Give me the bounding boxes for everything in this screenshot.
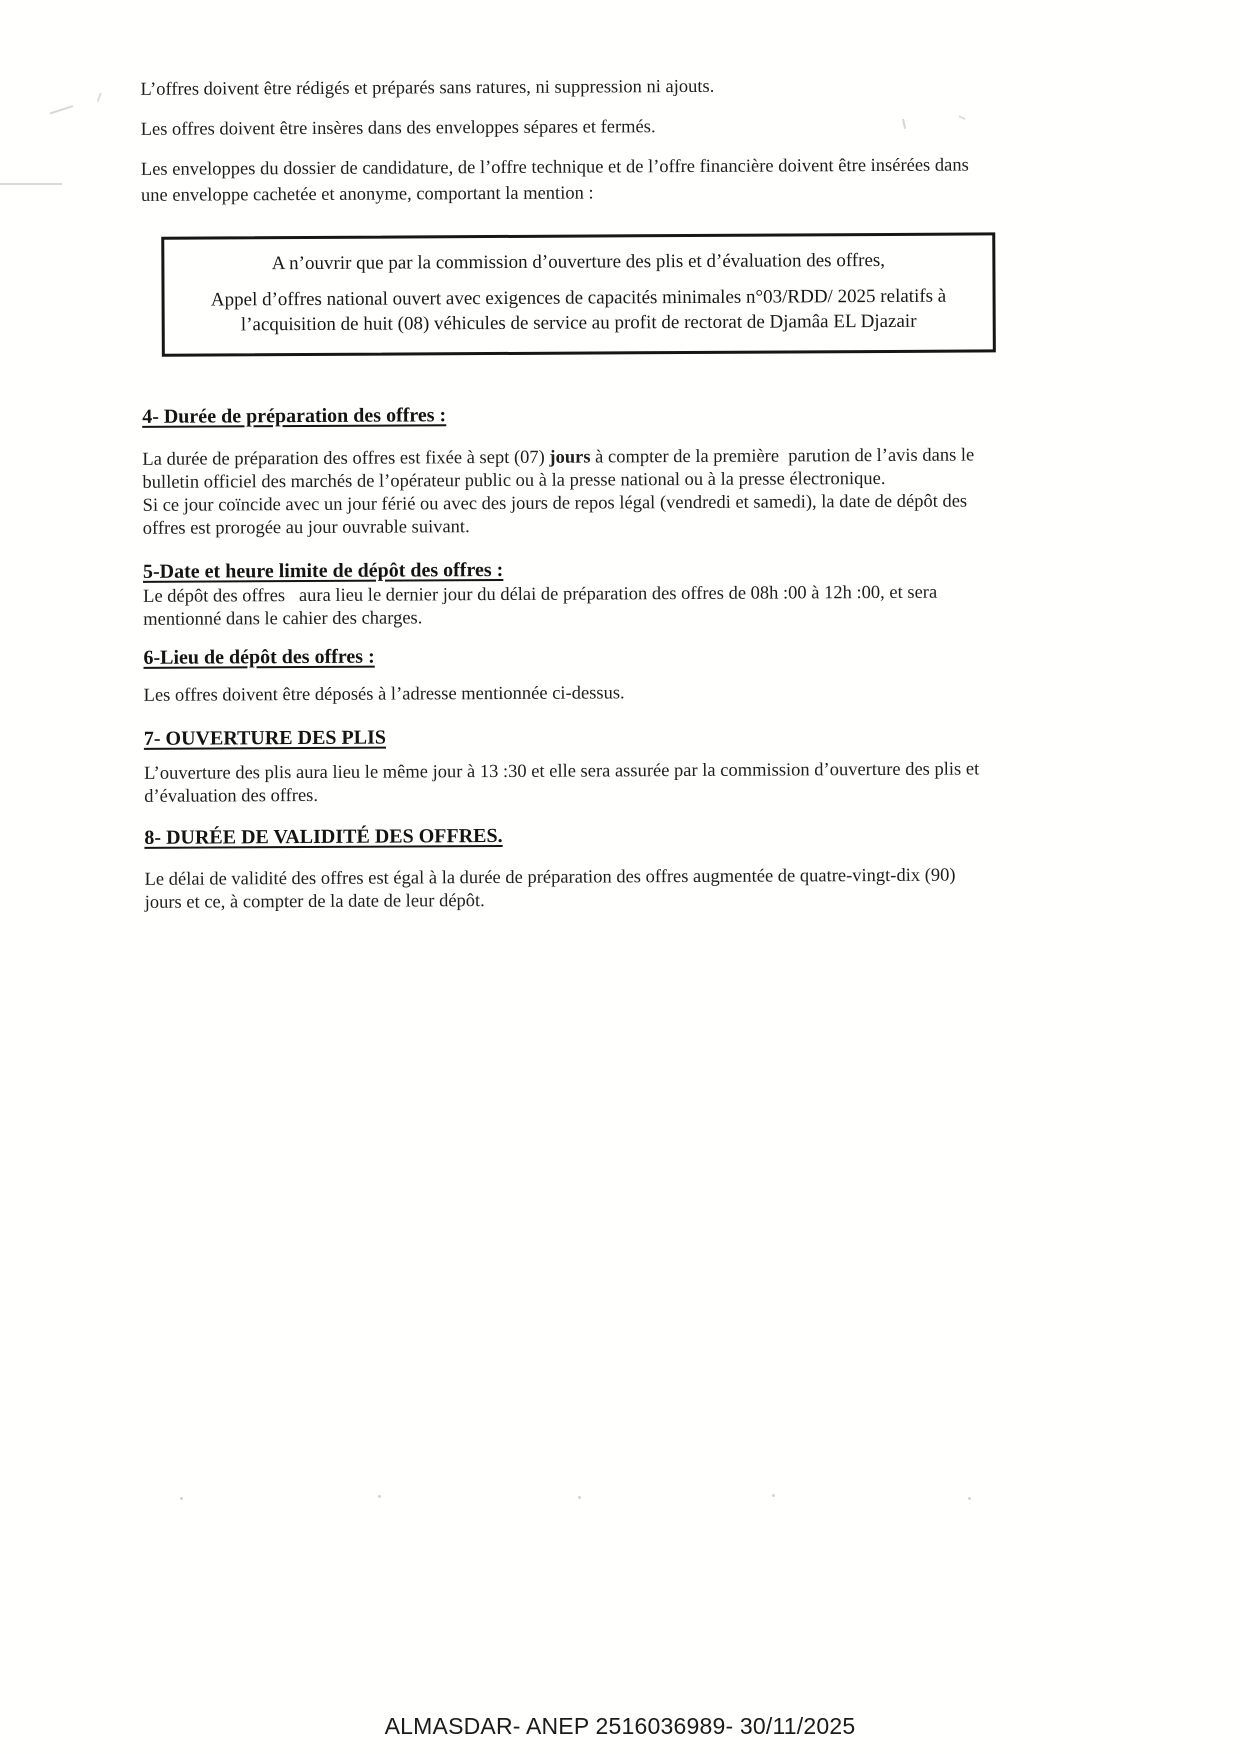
- notice-box-line-1: A n’ouvrir que par la commission d’ouverture des plis et d’évaluation des offres,: [271, 249, 886, 275]
- section-6-paragraph: Les offres doivent être déposés à l’adresse mentionnée ci-dessus.: [143, 683, 625, 706]
- footer-publication-line: ALMASDAR- ANEP 2516036989- 30/11/2025: [384, 1713, 856, 1739]
- scan-artifact-speck: [772, 1494, 775, 1497]
- section-7-heading: 7- OUVERTURE DES PLIS: [143, 726, 387, 750]
- intro-paragraph-2: Les offres doivent être insères dans des enveloppes sépares et fermés.: [140, 117, 656, 140]
- section-8-heading: 8- DURÉE DE VALIDITÉ DES OFFRES.: [144, 824, 503, 849]
- scan-artifact-speck: [378, 1495, 381, 1498]
- scan-artifact-speck: [578, 1496, 581, 1499]
- section-8-paragraph: Le délai de validité des offres est égal à la durée de préparation des offres augmentée de quatre-vingt-dix (90) jours et ce, à compter de la date de leur dépôt.: [144, 865, 956, 913]
- section-4-paragraph: [142, 444, 1102, 541]
- notice-box: [161, 232, 996, 356]
- section-4-text-before: La durée de préparation des offres est fixée à sept (07): [142, 447, 550, 470]
- section-5-paragraph: Le dépôt des offres aura lieu le dernier jour du délai de préparation des offres de 08h :00 à 12h :00, et sera mentionné dans le cahier des charges.: [143, 582, 938, 630]
- intro-paragraph-1: L’offres doivent être rédigés et préparés sans ratures, ni suppression ni ajouts.: [140, 76, 715, 100]
- section-6-heading: 6-Lieu de dépôt des offres :: [143, 645, 375, 669]
- scan-artifact-speck: [180, 1497, 183, 1500]
- scan-artifact-speck: [968, 1497, 971, 1500]
- section-5-heading: 5-Date et heure limite de dépôt des offres :: [142, 558, 504, 583]
- notice-box-line-2: Appel d’offres national ouvert avec exigences de capacités minimales n°03/RDD/ 2025 relatifs à l’acquisition de huit (08) véhicules de service au profit de rectorat de Djamâa EL Djazair: [210, 285, 947, 336]
- section-4-bold-word: jours: [549, 447, 591, 468]
- section-4-heading: 4- Durée de préparation des offres :: [142, 404, 447, 428]
- intro-paragraph-3: Les enveloppes du dossier de candidature, de l’offre technique et de l’offre financière doivent être insérées dans une enveloppe cachetée et anonyme, comportant la mention :: [140, 155, 969, 206]
- section-7-paragraph: L’ouverture des plis aura lieu le même jour à 13 :30 et elle sera assurée par la commission d’ouverture des plis et d’évaluation des offres.: [143, 759, 980, 807]
- section-4-text-after: à compter de la première parution de l’avis dans le bulletin officiel des marchés de l’opérateur public ou à la presse national ou à la presse électronique. Si ce jour coïncide avec un jour férié ou avec des jours de repos légal (vendredi et samedi), la date de dépôt des offres est prorogée au jour ouvrable suivant.: [142, 445, 975, 539]
